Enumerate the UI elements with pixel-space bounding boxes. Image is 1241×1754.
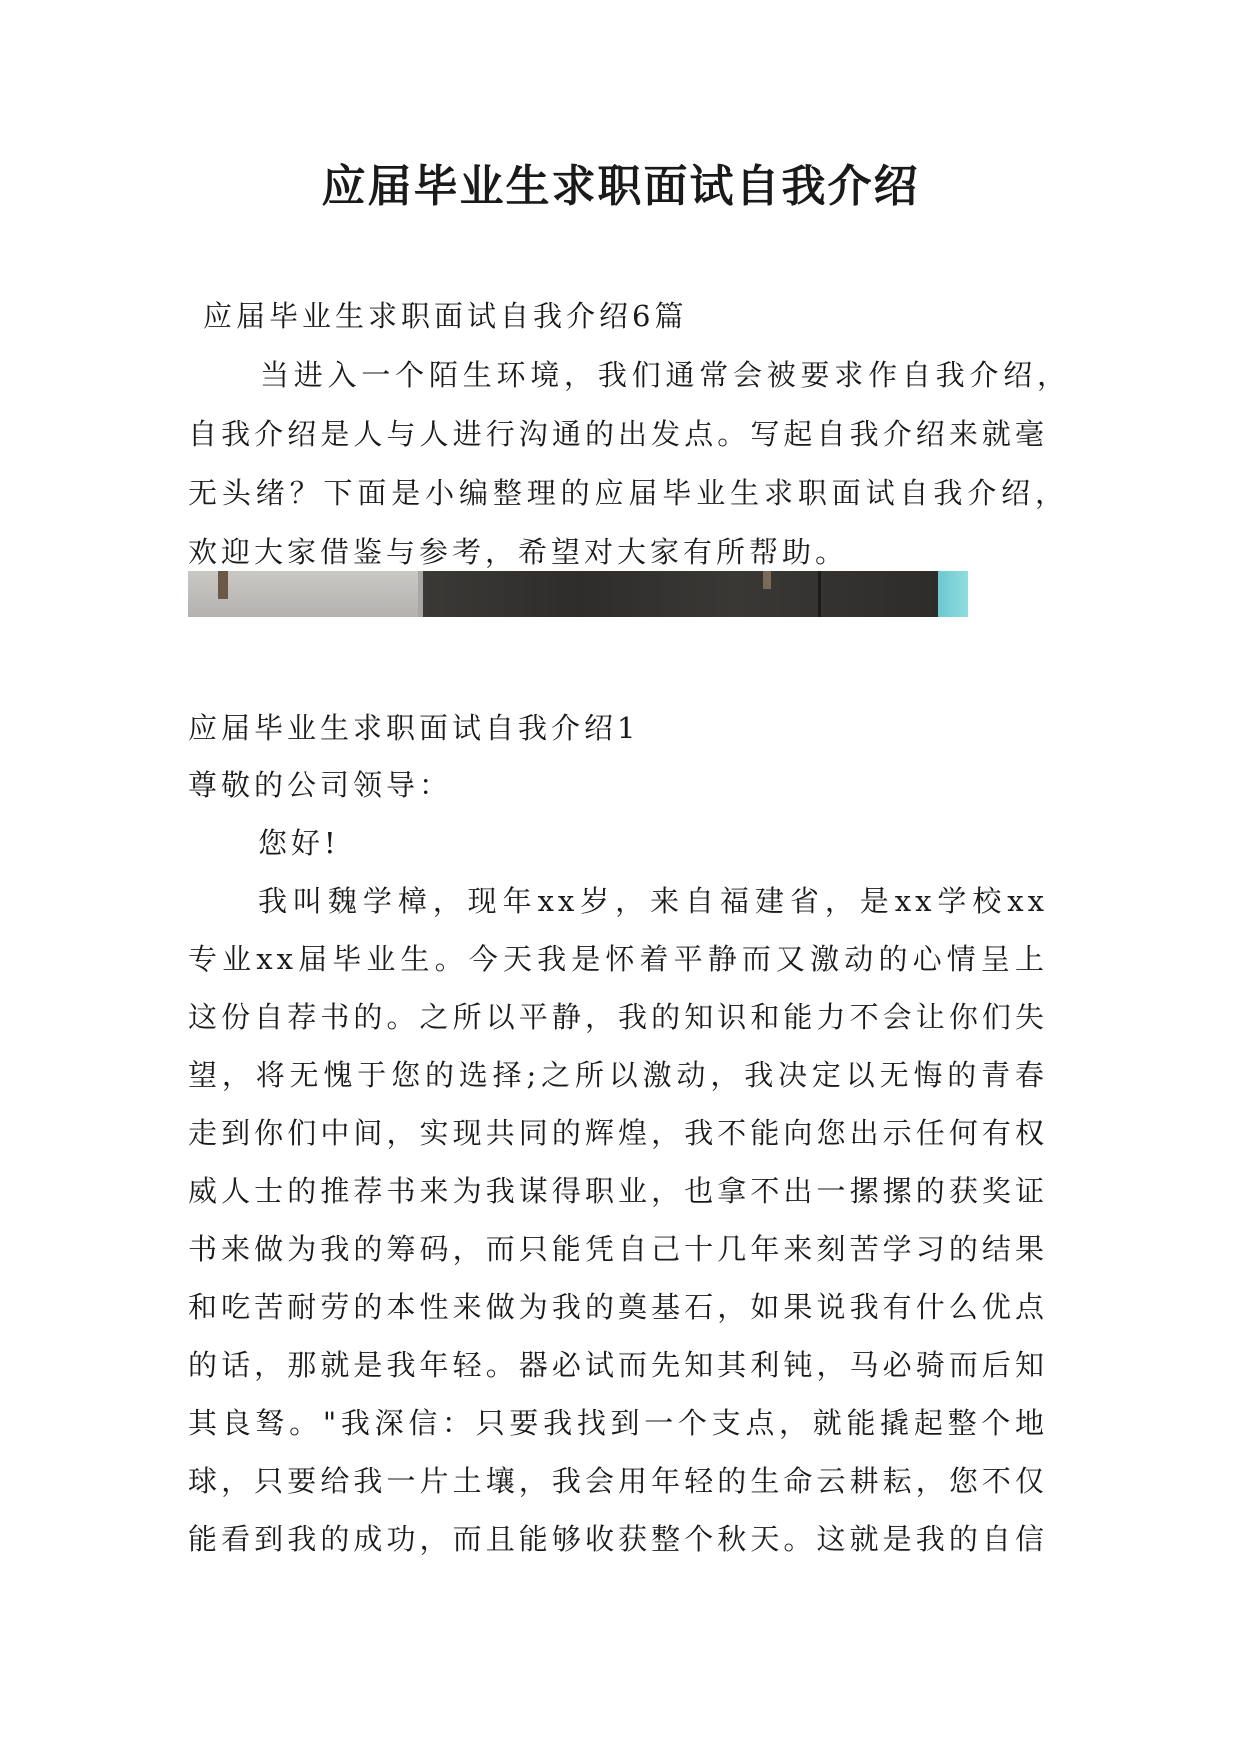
greeting: 您好! <box>258 826 340 860</box>
salutation: 尊敬的公司领导： <box>188 768 453 802</box>
body-line-9: 的话，那就是我年轻。器必试而先知其利钝，马必骑而后知 <box>188 1348 1048 1382</box>
body-line-2: 专业xx届毕业生。今天我是怀着平静而又激动的心情呈上 <box>188 942 1048 976</box>
intro-line-4: 欢迎大家借鉴与参考，希望对大家有所帮助。 <box>188 535 849 569</box>
intro-line-2: 自我介绍是人与人进行沟通的出发点。写起自我介绍来就毫 <box>188 417 1048 451</box>
body-line-7: 书来做为我的筹码，而只能凭自己十几年来刻苦学习的结果 <box>188 1232 1048 1266</box>
intro-subtitle: 应届毕业生求职面试自我介绍6篇 <box>203 299 688 333</box>
body-line-8: 和吃苦耐劳的本性来做为我的奠基石，如果说我有什么优点 <box>188 1290 1048 1324</box>
body-line-6: 威人士的推荐书来为我谋得职业，也拿不出一摞摞的获奖证 <box>188 1174 1048 1208</box>
section-heading: 应届毕业生求职面试自我介绍1 <box>188 711 640 745</box>
intro-line-3: 无头绪？下面是小编整理的应届毕业生求职面试自我介绍， <box>188 476 1068 510</box>
body-line-4: 望，将无愧于您的选择;之所以激动，我决定以无悔的青春 <box>188 1058 1048 1092</box>
body-line-3: 这份自荐书的。之所以平静，我的知识和能力不会让你们失 <box>188 1000 1048 1034</box>
intro-line-1: 当进入一个陌生环境，我们通常会被要求作自我介绍， <box>260 358 1070 392</box>
body-line-10: 其良驽。"我深信：只要我找到一个支点，就能撬起整个地 <box>188 1406 1048 1440</box>
body-line-5: 走到你们中间，实现共同的辉煌，我不能向您出示任何有权 <box>188 1116 1048 1150</box>
article-photo <box>188 571 968 617</box>
body-line-12: 能看到我的成功，而且能够收获整个秋天。这就是我的自信 <box>188 1522 1048 1556</box>
body-line-1: 我叫魏学樟，现年xx岁，来自福建省，是xx学校xx <box>258 884 1048 918</box>
body-line-11: 球，只要给我一片土壤，我会用年轻的生命云耕耘，您不仅 <box>188 1464 1048 1498</box>
document-title: 应届毕业生求职面试自我介绍 <box>321 161 920 212</box>
